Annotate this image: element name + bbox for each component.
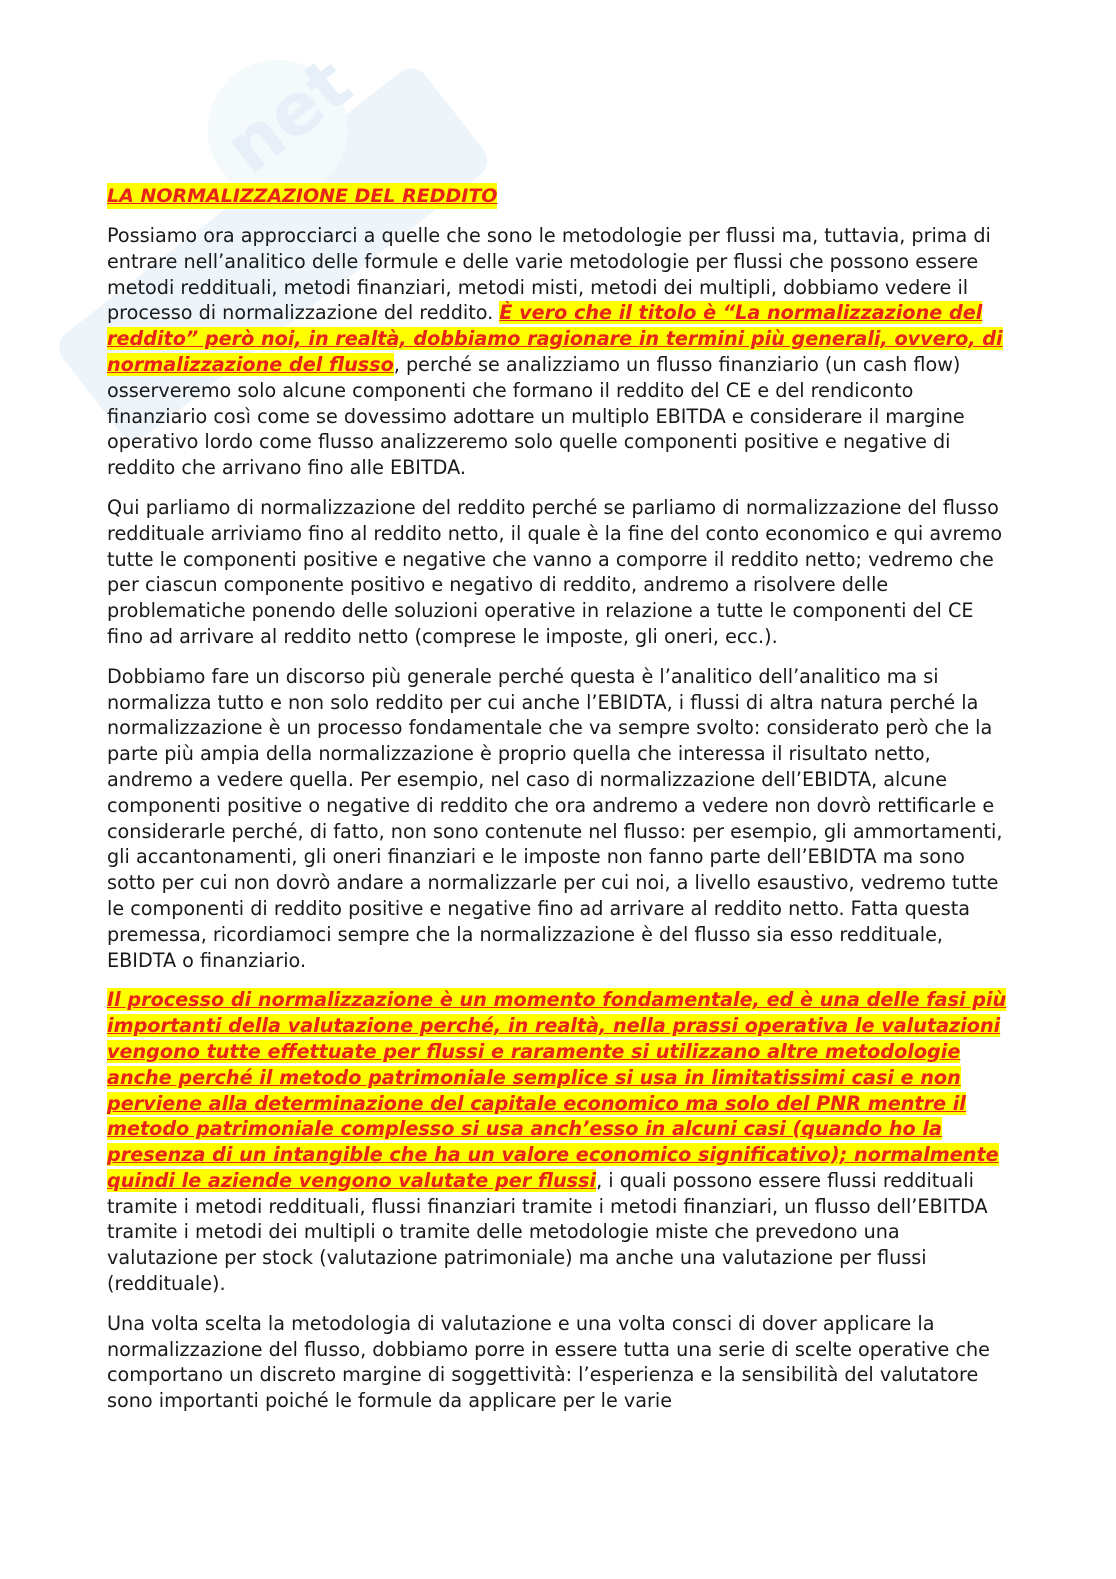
paragraph-1-text-start: Possiamo ora approcciarci a quelle che sono le metodologie per flussi ma, tuttavia, prima di entrare nell’analitico delle formule e delle varie metodologie per flussi che possono essere metodi reddituali, metodi finanziari, metodi misti, metodi dei multipli, dobbiamo vedere il processo di normalizzazione del reddito. bbox=[107, 224, 991, 325]
document-page bbox=[107, 183, 1012, 1428]
paragraph-4-highlight: Il processo di normalizzazione è un momento fondamentale, ed è una delle fasi più importanti della valutazione perché, in realtà, nella prassi operativa le valutazioni vengono tutte effettuate per flussi e raramente si utilizzano altre metodologie anche perché il metodo patrimoniale semplice si usa in limitatissimi casi e non perviene alla determinazione del capitale economico ma solo del PNR mentre il metodo patrimoniale complesso si usa anch’esso in alcuni casi (quando ho la presenza di un intangible che ha un valore economico significativo); normalmente quindi le aziende vengono valutate per flussi bbox=[107, 988, 1007, 1192]
paragraph-4 bbox=[107, 987, 1012, 1297]
paragraph-1-text-end: , perché se analizziamo un flusso finanziario (un cash flow) osserveremo solo alcune componenti che formano il reddito del CE e del rendiconto finanziario così come se dovessimo adottare un multiplo EBITDA e considerare il margine operativo lordo come flusso analizzeremo solo quelle componenti positive e negative di reddito che arrivano fino alle EBITDA. bbox=[107, 352, 965, 480]
paragraph-2: Qui parliamo di normalizzazione del reddito perché se parliamo di normalizzazione del flusso reddituale arriviamo fino al reddito netto, il quale è la fine del conto economico e qui avremo tutte le componenti positive e negative che vanno a comporre il reddito netto; vedremo che per ciascun componente positivo e negativo di reddito, andremo a risolvere delle problematiche ponendo delle soluzioni operative in relazione a tutte le componenti del CE fino ad arrivare al reddito netto (comprese le imposte, gli oneri, ecc.). bbox=[107, 495, 1003, 648]
paragraph-1-highlight: È vero che il titolo è “La normalizzazione del reddito” però noi, in realtà, dobbiamo ragionare in termini più generali, ovvero, di normalizzazione del flusso bbox=[107, 301, 1003, 376]
paragraph-1 bbox=[107, 223, 1012, 481]
watermark-text: net bbox=[209, 40, 368, 190]
paragraph-3: Dobbiamo fare un discorso più generale perché questa è l’analitico dell’analitico ma si normalizza tutto e non solo reddito per cui anche l’EBIDTA, i flussi di altra natura perché la normalizzazione è un processo fondamentale che va sempre svolto: considerato però che la parte più ampia della normalizzazione è proprio quella che interessa il risultato netto, andremo a vedere quella. Per esempio, nel caso di normalizzazione dell’EBIDTA, alcune componenti positive o negative di reddito che ora andremo a vedere non dovrò rettificarle e considerarle perché, di fatto, non sono contenute nel flusso: per esempio, gli ammortamenti, gli accantonamenti, gli oneri finanziari e le imposte non fanno parte dell’EBIDTA ma sono sotto per cui non dovrò andare a normalizzarle per cui noi, a livello esaustivo, vedremo tutte le componenti di reddito positive e negative fino ad arrivare al reddito netto. Fatta questa premessa, ricordiamoci sempre che la normalizzazione è del flusso sia esso reddituale, EBIDTA o finanziario. bbox=[107, 664, 1003, 972]
document-title: LA NORMALIZZAZIONE DEL REDDITO bbox=[107, 185, 498, 207]
paragraph-5: Una volta scelta la metodologia di valutazione e una volta consci di dover applicare la normalizzazione del flusso, dobbiamo porre in essere tutta una serie di scelte operative che comportano un discreto margine di soggettività: l’esperienza e la sensibilità del valutatore sono importanti poiché le formule da applicare per le varie bbox=[107, 1311, 990, 1413]
paragraph-4-text-end: , i quali possono essere flussi reddituali tramite i metodi reddituali, flussi finanziari tramite i metodi finanziari, un flusso dell’EBITDA tramite i metodi dei multipli o tramite delle metodologie miste che prevedono una valutazione per stock (valutazione patrimoniale) ma anche una valutazione per flussi (reddituale). bbox=[107, 1168, 988, 1296]
